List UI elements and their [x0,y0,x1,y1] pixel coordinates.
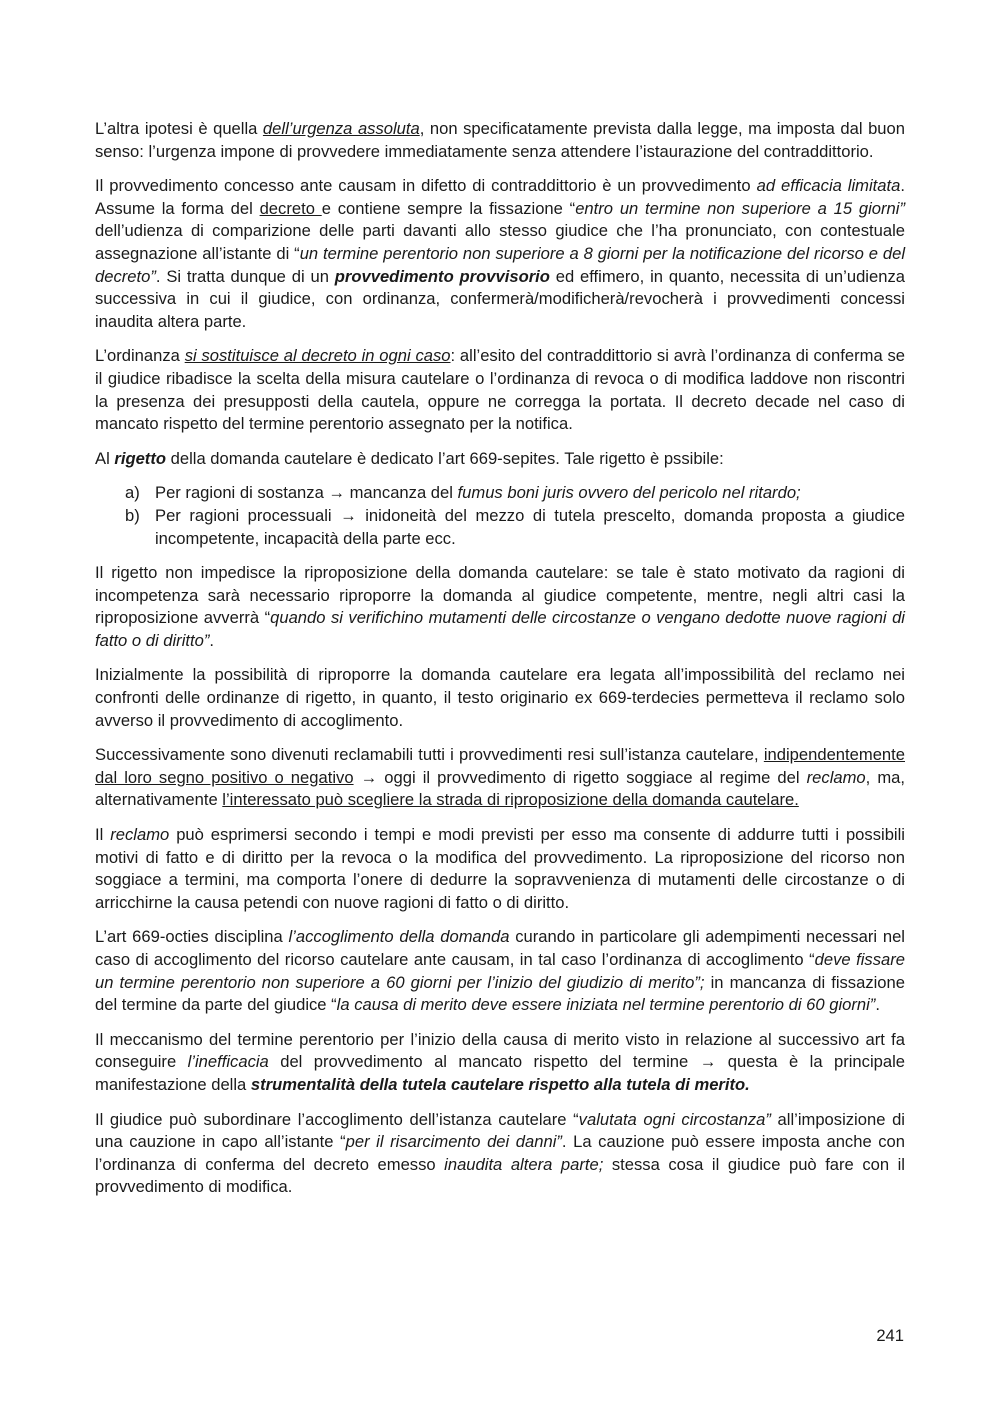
page-number: 241 [876,1326,904,1345]
list-marker: a) [125,483,140,503]
list-item: b) Per ragioni processuali → inidoneità del mezzo di tutela prescelto, domanda proposta a giudice incompetente, incapacità della parte ecc. [95,505,905,550]
paragraph-cauzione: Il giudice può subordinare l’accoglimento dell’istanza cautelare “valutata ogni circostanza” all’imposizione di una cauzione in capo all’istante “per il risarcimento dei danni”. La cauzione può essere imposta anche con l’ordinanza di conferma del decreto emesso inaudita altera parte; stessa cosa il giudice può fare con il provvedimento di modifica. [95,1109,906,1197]
page-body [95,118,905,1211]
paragraph-inizialmente: Inizialmente la possibilità di riproporre la domanda cautelare era legata all’impossibilità del reclamo nei confronti delle ordinanze di rigetto, in quanto, il testo originario ex 669-terdecies permetteva il reclamo solo avverso il provvedimento di accoglimento. [95,665,905,730]
paragraph-ordinanza: L’ordinanza si sostituisce al decreto in ogni caso: all’esito del contraddittorio si avrà l’ordinanza di conferma se il giudice ribadisce la scelta della misura cautelare o l’ordinanza di revoca o di modifica laddove non riscontri la presenza dei presupposti della cautela, oppure ne corregga la portata. Il decreto decade nel caso di mancato rispetto del termine perentorio assegnato per la notifica. [95,346,906,434]
paragraph-termine-perentorio: Il meccanismo del termine perentorio per l’inizio della causa di merito visto in relazione al successivo art fa conseguire l’inefficacia del provvedimento al mancato rispetto del termine → questa è la principale manifestazione della strumentalità della tutela cautelare rispetto alla tutela di merito. [95,1029,906,1094]
list-marker: b) [125,505,140,525]
paragraph-riproposizione: Il rigetto non impedisce la riproposizione della domanda cautelare: se tale è stato motivato da ragioni di incompetenza sarà necessario riproporre la domanda al giudice competente, mentre, negli altri casi la riproposizione avverrà “quando si verifichino mutamenti delle circostanze o vengano dedotte nuove ragioni di fatto o di diritto”. [95,563,905,650]
list-item: a) Per ragioni di sostanza → mancanza del fumus boni juris ovvero del pericolo nel ritardo; [95,482,905,505]
paragraph-urgenza-assoluta: L’altra ipotesi è quella dell’urgenza assoluta, non specificatamente prevista dalla legge, ma imposta dal buon senso: l’urgenza impone di provvedere immediatamente senza attendere l’istaurazione del contraddittorio. [95,119,905,161]
paragraph-rigetto-intro: Al rigetto della domanda cautelare è dedicato l’art 669-sepites. Tale rigetto è pssibile: [95,448,724,468]
paragraph-reclamo: Il reclamo può esprimersi secondo i tempi e modi previsti per esso ma consente di addurre tutti i possibili motivi di fatto e di diritto per la revoca o la modifica del provvedimento. La riproposizione del ricorso non soggiace a termini, ma comporta l’onere di dedurre la sopravvenienza di mutamenti delle circostanze o di arricchirne la causa petendi con nuove ragioni di fatto o di diritto. [95,825,905,912]
paragraph-accoglimento: L’art 669-octies disciplina l’accoglimento della domanda curando in particolare gli adempimenti necessari nel caso di accoglimento del ricorso cautelare ante causam, in tal caso l’ordinanza di accoglimento “deve fissare un termine perentorio non superiore a 60 giorni per l’inizio del giudizio di merito”; in mancanza di fissazione del termine da parte del giudice “la causa di merito deve essere iniziata nel termine perentorio di 60 giorni”. [95,927,905,1015]
paragraph-successivamente: Successivamente sono divenuti reclamabili tutti i provvedimenti resi sull’istanza cautelare, indipendentemente dal loro segno positivo o negativo → oggi il provvedimento di rigetto soggiace al regime del reclamo, ma, alternativamente l’interessato può scegliere la strada di riproposizione della domanda cautelare. [95,745,906,810]
paragraph-provvedimento-ante-causam: Il provvedimento concesso ante causam in difetto di contraddittorio è un provvedimento ad efficacia limitata. Assume la forma del decreto e contiene sempre la fissazione “entro un termine non superiore a 15 giorni” dell’udienza di comparizione delle parti davanti allo stesso giudice che l’ha pronunciato, con contestuale assegnazione all’istante di “un termine perentorio non superiore a 8 giorni per la notificazione del ricorso e del decreto”. Si tratta dunque di un provvedimento provvisorio ed effimero, in quanto, necessita di un’udienza successiva in cui il giudice, con ordinanza, confermerà/modificherà/revocherà i provvedimenti concessi inaudita altera parte. [95,176,905,331]
rigetto-reasons-list [95,482,905,550]
